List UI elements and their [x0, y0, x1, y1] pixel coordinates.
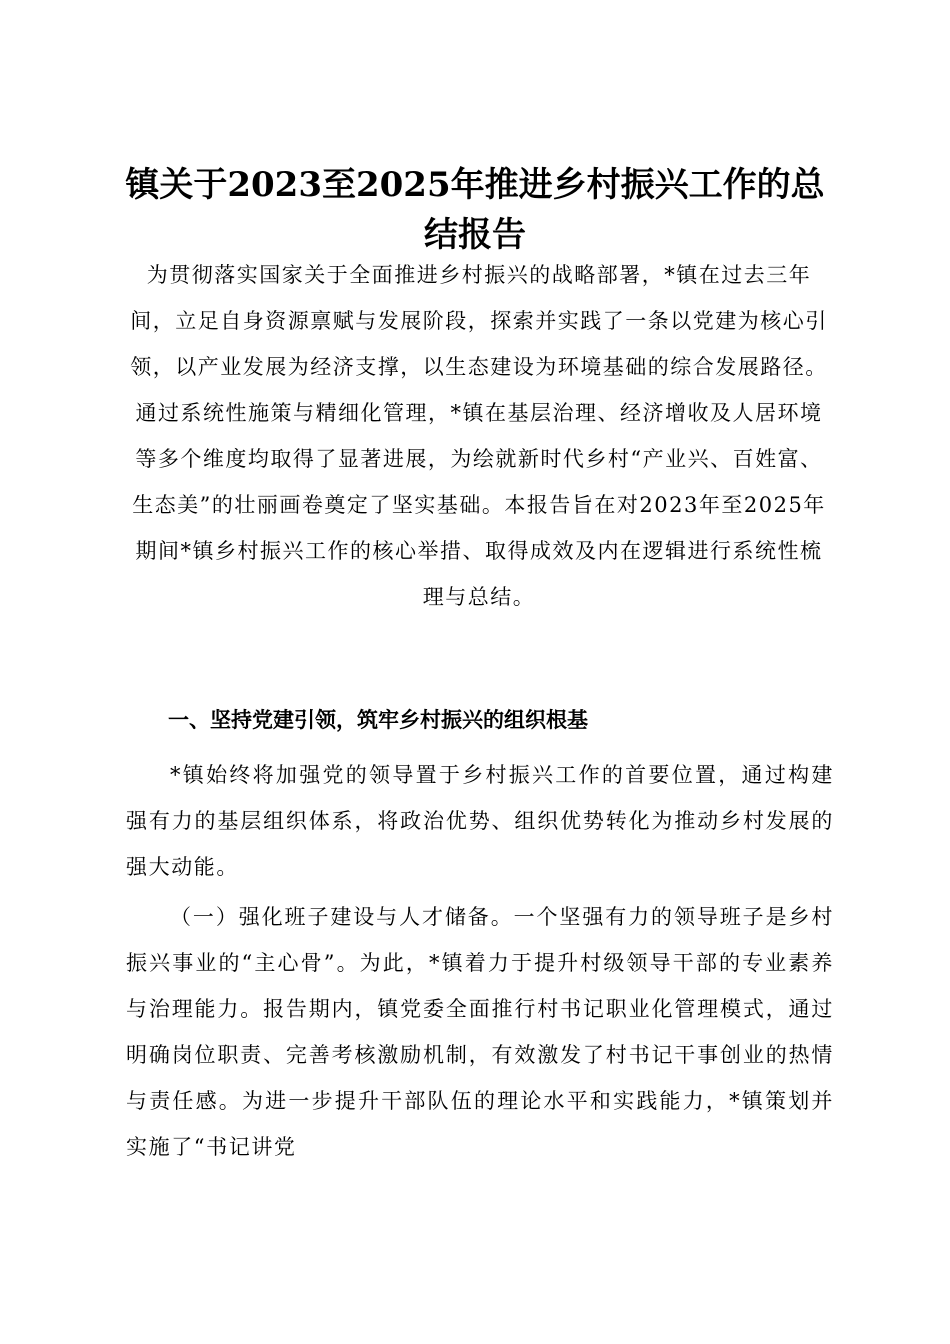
- section-heading: 一、坚持党建引领，筑牢乡村振兴的组织根基: [168, 708, 588, 732]
- document-title: 镇关于2023至2025年推进乡村振兴工作的总结报告: [125, 165, 825, 255]
- intro-paragraph: 为贯彻落实国家关于全面推进乡村振兴的战略部署，*镇在过去三年间，立足自身资源禀赋与发展阶段，探索并实践了一条以党建为核心引领，以产业发展为经济支撑，以生态建设为环境基础的综合发展路径。通过系统性施策与精细化管理，*镇在基层治理、经济增收及人居环境等多个维度均取得了显著进展，为绘就新时代乡村“产业兴、百姓富、生态美”的壮丽画卷奠定了坚实基础。本报告旨在对2023年至2025年期间*镇乡村振兴工作的核心举措、取得成效及内在逻辑进行系统性梳理与总结。: [130, 263, 828, 609]
- body-paragraph: *镇始终将加强党的领导置于乡村振兴工作的首要位置，通过构建强有力的基层组织体系，将政治优势、组织优势转化为推动乡村发展的强大动能。: [126, 763, 834, 879]
- body-paragraph: （一）强化班子建设与人才储备。一个坚强有力的领导班子是乡村振兴事业的“主心骨”。为此，*镇着力于提升村级领导干部的专业素养与治理能力。报告期内，镇党委全面推行村书记职业化管理模式，通过明确岗位职责、完善考核激励机制，有效激发了村书记干事创业的热情与责任感。为进一步提升干部队伍的理论水平和实践能力，*镇策划并实施了“书记讲党: [126, 905, 834, 1159]
